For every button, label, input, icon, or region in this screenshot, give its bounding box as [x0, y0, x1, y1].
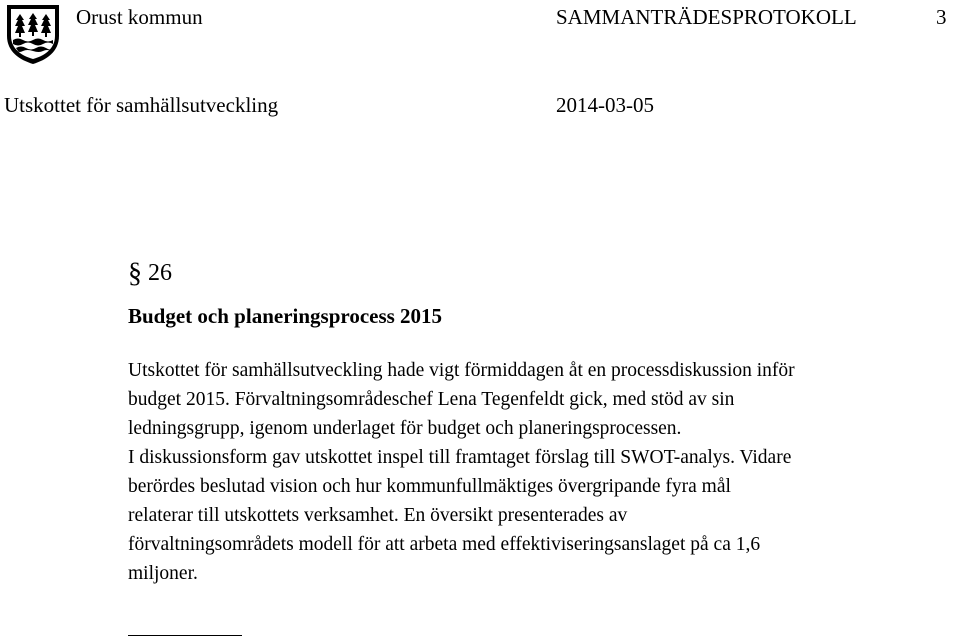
body-line: ledningsgrupp, igenom underlaget för budget och planeringsprocessen.: [128, 418, 682, 439]
meeting-date: 2014-03-05: [556, 93, 654, 117]
page-number: 3: [936, 5, 947, 29]
signature-line: [128, 635, 242, 636]
body-line: budget 2015. Förvaltningsområdeschef Lena Tegenfeldt gick, med stöd av sin: [128, 389, 735, 410]
body-line: relaterar till utskottets verksamhet. En översikt presenterades av: [128, 505, 628, 526]
body-line: förvaltningsområdets modell för att arbeta med effektiviseringsanslaget på ca 1,6: [128, 534, 761, 555]
body-line: I diskussionsform gav utskottet inspel till framtaget förslag till SWOT-analys. Vidare: [128, 447, 792, 468]
body-line: Utskottet för samhällsutveckling hade vigt förmiddagen åt en processdiskussion inför: [128, 360, 795, 381]
committee-name: Utskottet för samhällsutveckling: [4, 93, 279, 117]
document-type: SAMMANTRÄDESPROTOKOLL: [556, 5, 857, 29]
body-line: miljoner.: [128, 563, 198, 584]
coat-of-arms-logo: [4, 2, 62, 66]
section-title: Budget och planeringsprocess 2015: [128, 304, 443, 328]
section-symbol: §: [128, 258, 142, 289]
section-number: [128, 258, 172, 289]
body-paragraph: [128, 356, 956, 588]
body-line: berördes beslutad vision och hur kommunfullmäktiges övergripande fyra mål: [128, 476, 731, 497]
organization-name: Orust kommun: [76, 5, 203, 29]
section-number-value: 26: [148, 260, 172, 286]
